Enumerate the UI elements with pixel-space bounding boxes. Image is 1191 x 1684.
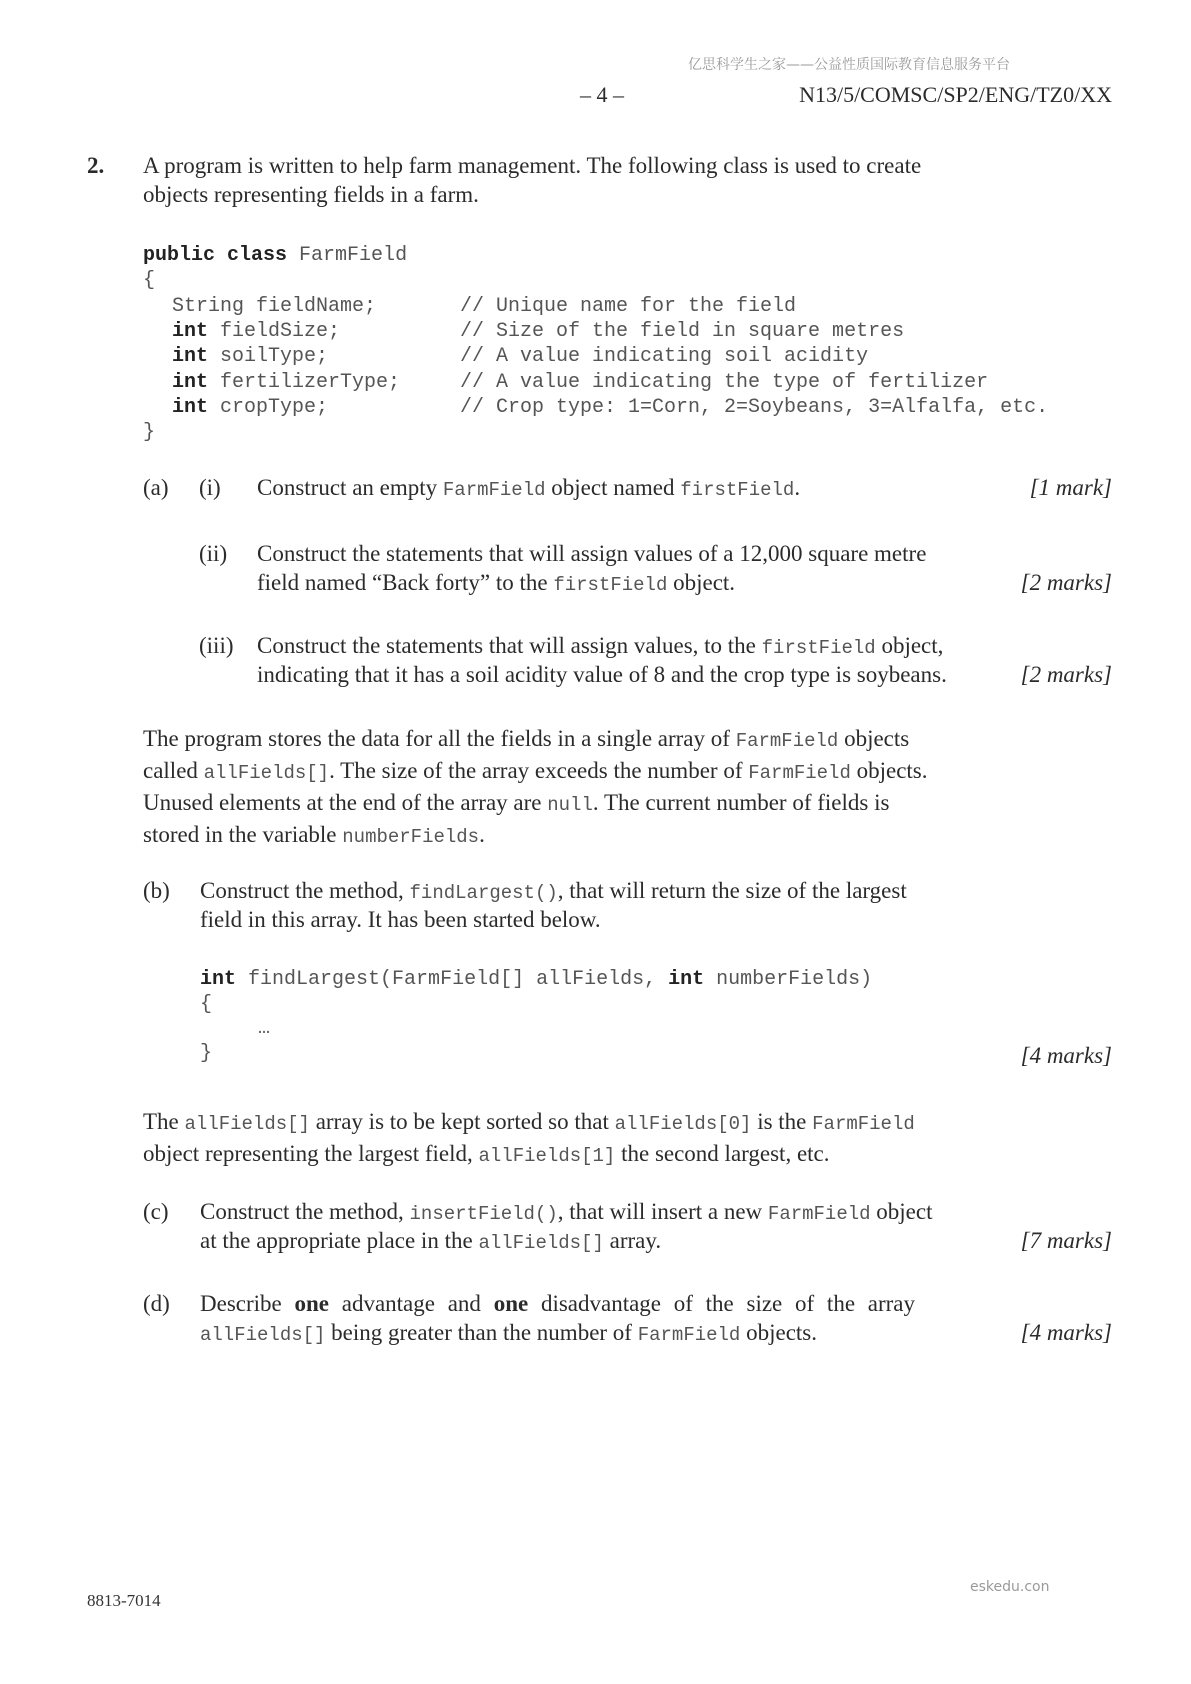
page-number: – 4 – [580, 82, 624, 107]
text: Construct the statements that will assign values, to the [257, 633, 762, 658]
text: The [143, 1109, 185, 1134]
bold-one: one [294, 1291, 329, 1316]
text: advantage and [329, 1291, 494, 1316]
keyword-int: int [172, 396, 209, 419]
part-a-iii-marks: [2 marks] [1020, 662, 1112, 687]
part-c-line-2 [200, 1226, 661, 1258]
part-a-iii-label: (iii) [199, 633, 234, 658]
text: at the appropriate place in the [200, 1228, 479, 1253]
text: object [870, 1199, 933, 1224]
method-open-brace: { [200, 993, 213, 1016]
sorted-line-2 [143, 1139, 915, 1171]
code-allfields: allFields[] [184, 1113, 310, 1135]
text: object. [667, 570, 736, 595]
code-farmfield: FarmField [748, 762, 851, 784]
code-allfields-1: allFields[1] [478, 1145, 616, 1167]
field-comment-fieldname: // Unique name for the field [460, 295, 797, 318]
part-a-i-marks: [1 mark] [1029, 475, 1112, 500]
part-a-ii-line-2 [257, 568, 735, 600]
watermark-text: 亿思科学生之家——公益性质国际教育信息服务平台 [688, 57, 1010, 73]
storage-line-1 [143, 724, 971, 756]
text: . [479, 822, 485, 847]
code-firstfield: firstField [553, 574, 668, 596]
code-firstfield: firstField [680, 479, 795, 501]
part-a-i-label: (i) [199, 475, 221, 500]
field-decl-text: fertilizerType; [220, 371, 401, 394]
text: Construct an empty [257, 475, 443, 500]
text: object named [545, 475, 681, 500]
field-comment-fieldsize: // Size of the field in square metres [460, 320, 905, 343]
text: objects. [740, 1320, 817, 1345]
keyword-int: int [172, 371, 209, 394]
part-c-label: (c) [143, 1199, 169, 1224]
text: stored in the variable [143, 822, 343, 847]
text: object representing the largest field, [143, 1141, 479, 1166]
text: Describe [200, 1291, 295, 1316]
field-decl-fieldname: String fieldName; [172, 295, 377, 318]
text: array is to be kept sorted so that [309, 1109, 615, 1134]
storage-paragraph [143, 724, 971, 852]
question-number: 2. [87, 153, 105, 178]
keyword-int: int [668, 968, 705, 991]
field-decl-croptype [172, 395, 328, 420]
part-b-marks: [4 marks] [1020, 1043, 1112, 1068]
part-d-marks: [4 marks] [1020, 1320, 1112, 1345]
sorted-paragraph [143, 1107, 915, 1171]
text: objects [838, 726, 910, 751]
footer-site: eskedu.con [970, 1579, 1050, 1595]
code-farmfield: FarmField [442, 479, 546, 501]
text: Construct the method, [200, 1199, 410, 1224]
field-decl-soiltype [172, 344, 328, 369]
code-farmfield: FarmField [767, 1203, 871, 1225]
class-name: FarmField [299, 244, 408, 267]
keyword-int: int [172, 320, 209, 343]
text: Construct the method, [200, 878, 410, 903]
keyword-int: int [200, 968, 237, 991]
text: , that will return the size of the largest [557, 878, 907, 903]
class-open-brace: { [143, 269, 156, 292]
part-b-label: (b) [143, 878, 170, 903]
field-decl-text: cropType; [220, 396, 329, 419]
keyword-int: int [172, 345, 209, 368]
part-a-iii-line-2: indicating that it has a soil acidity value of 8 and the crop type is soybeans. [257, 662, 947, 687]
code-firstfield: firstField [761, 637, 876, 659]
part-b-line-1 [200, 876, 907, 908]
class-declaration-line [143, 243, 407, 268]
question-intro-line-2: objects representing fields in a farm. [143, 182, 479, 207]
signature-text: findLargest(FarmField[] allFields, [248, 968, 657, 991]
text: array. [603, 1228, 662, 1253]
code-findlargest: findLargest() [409, 882, 558, 904]
text: . [794, 475, 801, 500]
part-d-line-2 [200, 1318, 817, 1350]
footer-code: 8813-7014 [87, 1591, 161, 1610]
part-a-i-text [257, 473, 800, 505]
code-numberfields: numberFields [342, 826, 480, 848]
field-comment-fertilizertype: // A value indicating the type of fertilizer [460, 371, 989, 394]
part-a-label: (a) [143, 475, 169, 500]
keyword-public-class: public class [143, 244, 288, 267]
storage-line-4 [143, 820, 971, 852]
field-decl-text: soilType; [220, 345, 329, 368]
field-comment-soiltype: // A value indicating soil acidity [460, 345, 869, 368]
code-farmfield: FarmField [735, 730, 839, 752]
text: objects. [850, 758, 928, 783]
text: is the [751, 1109, 813, 1134]
bold-one: one [493, 1291, 529, 1316]
question-intro-line-1: A program is written to help farm management. The following class is used to create [143, 153, 922, 178]
paper-code: N13/5/COMSC/SP2/ENG/TZ0/XX [799, 82, 1112, 107]
part-b-line-2: field in this array. It has been started below. [200, 907, 601, 932]
text: the second largest, etc. [615, 1141, 830, 1166]
field-decl-fieldsize [172, 319, 340, 344]
text: being greater than the number of [325, 1320, 638, 1345]
field-comment-croptype: // Crop type: 1=Corn, 2=Soybeans, 3=Alfalfa, etc. [460, 396, 1049, 419]
part-a-ii-label: (ii) [199, 541, 228, 566]
part-c-line-1 [200, 1197, 933, 1229]
code-allfields: allFields[] [478, 1232, 604, 1254]
signature-text: numberFields) [716, 968, 873, 991]
method-close-brace: } [200, 1042, 213, 1065]
code-farmfield: FarmField [637, 1324, 741, 1346]
text: field named “Back forty” to the [257, 570, 554, 595]
text: The program stores the data for all the fields in a single array of [143, 726, 736, 751]
method-ellipsis: … [258, 1017, 271, 1040]
text: . The size of the array exceeds the number of [329, 758, 749, 783]
storage-line-3 [143, 788, 971, 820]
class-close-brace: } [143, 421, 156, 444]
part-a-ii-line-1: Construct the statements that will assign values of a 12,000 square metre [257, 541, 927, 566]
text: called [143, 758, 204, 783]
code-allfields-0: allFields[0] [614, 1113, 752, 1135]
part-d-label: (d) [143, 1291, 170, 1316]
method-signature [200, 967, 872, 992]
code-insertfield: insertField() [409, 1203, 558, 1225]
text: object, [875, 633, 944, 658]
code-null: null [547, 794, 593, 816]
text: disadvantage of the size of the array [528, 1291, 916, 1316]
part-d-line-1 [200, 1289, 915, 1318]
sorted-line-1 [143, 1107, 915, 1139]
text: , that will insert a new [557, 1199, 768, 1224]
text: . The current number of fields is [592, 790, 890, 815]
part-a-ii-marks: [2 marks] [1020, 570, 1112, 595]
field-decl-fertilizertype [172, 370, 400, 395]
code-farmfield: FarmField [812, 1113, 915, 1135]
part-c-marks: [7 marks] [1020, 1228, 1112, 1253]
code-allfields: allFields[] [203, 762, 330, 784]
field-decl-text: fieldSize; [220, 320, 341, 343]
text: Unused elements at the end of the array are [143, 790, 548, 815]
part-a-iii-line-1 [257, 631, 943, 663]
storage-line-2 [143, 756, 971, 788]
code-allfields: allFields[] [200, 1324, 326, 1346]
